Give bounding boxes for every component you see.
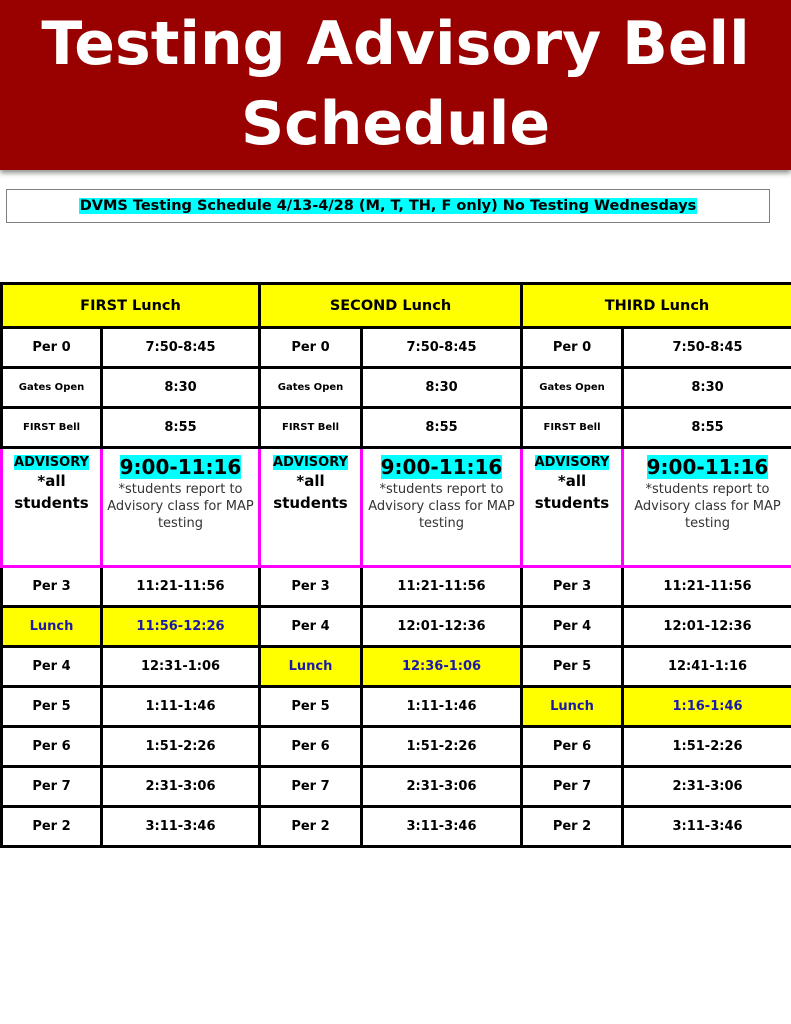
advisory-note: *students report to Advisory class for MAP testing <box>634 482 781 531</box>
header-row <box>2 284 791 328</box>
table-row <box>2 368 791 408</box>
advisory-label: ADVISORY <box>14 455 89 470</box>
period-label: Per 2 <box>2 807 102 847</box>
period-label: Per 7 <box>2 767 102 807</box>
advisory-all: *all <box>557 472 587 490</box>
table-row <box>2 727 791 767</box>
period-time: 8:30 <box>362 368 522 408</box>
period-time: 1:11-1:46 <box>362 687 522 727</box>
lunch-label: Lunch <box>2 607 102 647</box>
period-time: 12:01-12:36 <box>623 607 791 647</box>
period-time: 11:21-11:56 <box>102 567 260 607</box>
lunch-label: Lunch <box>522 687 623 727</box>
advisory-time-cell <box>623 448 791 567</box>
table-row <box>2 567 791 607</box>
period-label: Per 3 <box>522 567 623 607</box>
period-label: Per 6 <box>2 727 102 767</box>
advisory-time: 9:00-11:16 <box>119 455 242 479</box>
subtitle-box <box>6 189 770 223</box>
table-row <box>2 687 791 727</box>
lunch-label: Lunch <box>260 647 362 687</box>
table-row <box>2 607 791 647</box>
period-label: Per 4 <box>522 607 623 647</box>
period-label: FIRST Bell <box>522 408 623 448</box>
period-label: Gates Open <box>522 368 623 408</box>
period-label: Per 0 <box>260 328 362 368</box>
period-label: Per 6 <box>522 727 623 767</box>
period-time: 12:01-12:36 <box>362 607 522 647</box>
advisory-time: 9:00-11:16 <box>646 455 769 479</box>
period-label: Per 7 <box>522 767 623 807</box>
period-time: 2:31-3:06 <box>102 767 260 807</box>
period-label: Per 2 <box>260 807 362 847</box>
lunch-header: FIRST Lunch <box>2 284 260 328</box>
lunch-header: THIRD Lunch <box>522 284 791 328</box>
period-label: Per 3 <box>2 567 102 607</box>
period-time: 7:50-8:45 <box>102 328 260 368</box>
period-label: Per 7 <box>260 767 362 807</box>
title-line-2: Schedule <box>240 89 551 159</box>
table-row <box>2 807 791 847</box>
table-row <box>2 767 791 807</box>
period-time: 2:31-3:06 <box>623 767 791 807</box>
lunch-time: 11:56-12:26 <box>102 607 260 647</box>
period-label: Gates Open <box>2 368 102 408</box>
period-time: 1:51-2:26 <box>362 727 522 767</box>
advisory-label-cell <box>260 448 362 567</box>
title-line-1: Testing Advisory Bell <box>41 9 750 79</box>
period-time: 8:30 <box>623 368 791 408</box>
period-label: Gates Open <box>260 368 362 408</box>
period-time: 1:11-1:46 <box>102 687 260 727</box>
advisory-all: *all <box>37 472 66 490</box>
table-row <box>2 408 791 448</box>
table-row <box>2 328 791 368</box>
period-time: 7:50-8:45 <box>623 328 791 368</box>
advisory-all: *all <box>296 472 325 490</box>
period-time: 12:31-1:06 <box>102 647 260 687</box>
advisory-time-cell <box>362 448 522 567</box>
period-time: 8:55 <box>102 408 260 448</box>
advisory-time-cell <box>102 448 260 567</box>
period-label: Per 0 <box>522 328 623 368</box>
period-label: Per 5 <box>260 687 362 727</box>
period-time: 3:11-3:46 <box>362 807 522 847</box>
period-time: 11:21-11:56 <box>623 567 791 607</box>
advisory-label: ADVISORY <box>273 455 348 470</box>
period-label: Per 5 <box>2 687 102 727</box>
period-time: 7:50-8:45 <box>362 328 522 368</box>
advisory-note: *students report to Advisory class for MAP testing <box>107 482 254 531</box>
period-time: 3:11-3:46 <box>102 807 260 847</box>
period-time: 1:51-2:26 <box>623 727 791 767</box>
period-time: 8:55 <box>623 408 791 448</box>
period-label: Per 0 <box>2 328 102 368</box>
period-label: Per 4 <box>2 647 102 687</box>
schedule-table <box>0 282 791 848</box>
period-label: Per 2 <box>522 807 623 847</box>
period-label: Per 4 <box>260 607 362 647</box>
period-time: 3:11-3:46 <box>623 807 791 847</box>
period-time: 8:55 <box>362 408 522 448</box>
period-time: 8:30 <box>102 368 260 408</box>
advisory-students: students <box>534 494 610 512</box>
advisory-students: students <box>273 494 348 512</box>
period-time: 11:21-11:56 <box>362 567 522 607</box>
advisory-label-cell <box>2 448 102 567</box>
title-banner <box>0 0 791 170</box>
period-time: 2:31-3:06 <box>362 767 522 807</box>
advisory-time: 9:00-11:16 <box>380 455 503 479</box>
period-label: Per 5 <box>522 647 623 687</box>
subtitle-text: DVMS Testing Schedule 4/13-4/28 (M, T, TH, F only) No Testing Wednesdays <box>79 198 697 214</box>
advisory-row <box>2 448 791 567</box>
lunch-time: 1:16-1:46 <box>623 687 791 727</box>
lunch-time: 12:36-1:06 <box>362 647 522 687</box>
period-time: 1:51-2:26 <box>102 727 260 767</box>
period-label: Per 3 <box>260 567 362 607</box>
period-time: 12:41-1:16 <box>623 647 791 687</box>
period-label: Per 6 <box>260 727 362 767</box>
lunch-header: SECOND Lunch <box>260 284 522 328</box>
advisory-students: students <box>14 494 89 512</box>
period-label: FIRST Bell <box>2 408 102 448</box>
advisory-note: *students report to Advisory class for MAP testing <box>368 482 515 531</box>
advisory-label: ADVISORY <box>534 455 610 470</box>
advisory-label-cell <box>522 448 623 567</box>
period-label: FIRST Bell <box>260 408 362 448</box>
table-row <box>2 647 791 687</box>
